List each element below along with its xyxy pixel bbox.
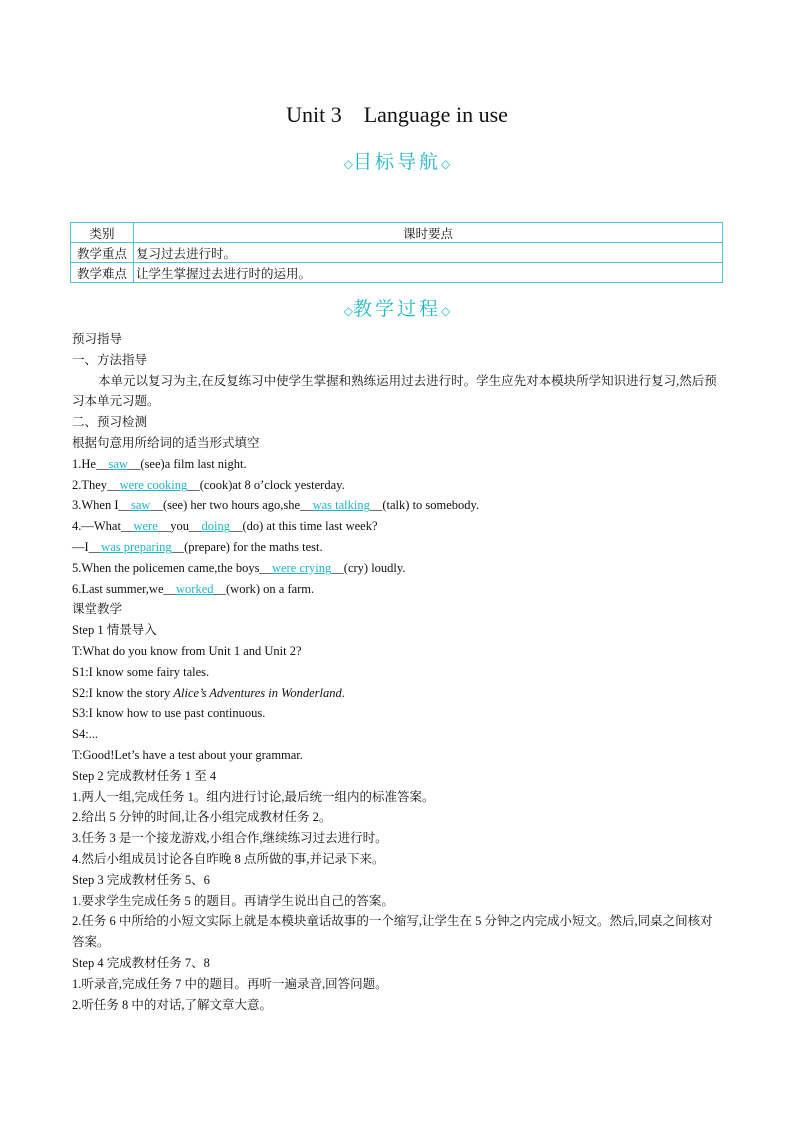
list-item: 1.两人一组,完成任务 1。组内进行讨论,最后统一组内的标准答案。 bbox=[72, 789, 435, 804]
exercise-item-1 bbox=[72, 454, 722, 475]
step-2-heading: Step 2 完成教材任务 1 至 4 bbox=[72, 768, 217, 783]
answer-text: saw bbox=[131, 498, 151, 513]
list-item: 2.听任务 8 中的对话,了解文章大意。 bbox=[72, 997, 273, 1012]
table-header-category: 类别 bbox=[71, 223, 134, 243]
question-text: __(prepare) for the maths test. bbox=[171, 539, 323, 554]
exercise-item-2 bbox=[72, 475, 722, 496]
question-text: 4.—What__ bbox=[72, 519, 134, 534]
question-text: __(do) at this time last week? bbox=[229, 519, 378, 534]
method-heading: 一、方法指导 bbox=[72, 352, 148, 367]
exercise-item-6 bbox=[72, 579, 722, 600]
answer-text: were crying bbox=[271, 560, 332, 575]
dialogue-line: T:Good!Let’s have a test about your grammar. bbox=[72, 747, 303, 762]
dialogue-line: S3:I know how to use past continuous. bbox=[72, 706, 266, 721]
dialogue-line: S4:... bbox=[72, 727, 99, 742]
classroom-heading: 课堂教学 bbox=[72, 602, 123, 617]
answer-text: was preparing bbox=[101, 539, 172, 554]
table-cell-category: 教学重点 bbox=[71, 243, 134, 263]
question-text: __(work) on a farm. bbox=[213, 581, 315, 596]
table-header-row bbox=[71, 223, 723, 243]
exercise-item-3 bbox=[72, 495, 722, 516]
diamond-icon: ◇ bbox=[343, 157, 353, 171]
diamond-icon: ◇ bbox=[343, 304, 353, 318]
question-text: __you__ bbox=[157, 519, 202, 534]
check-heading: 二、预习检测 bbox=[72, 415, 148, 430]
keypoints-table bbox=[70, 222, 723, 283]
question-text: —I__ bbox=[72, 539, 102, 554]
question-text: __(cry) loudly. bbox=[331, 560, 406, 575]
list-item: 3.任务 3 是一个接龙游戏,小组合作,继续练习过去进行时。 bbox=[72, 831, 388, 846]
table-cell-content: 复习过去进行时。 bbox=[134, 243, 723, 263]
list-item: 4.然后小组成员讨论各自昨晚 8 点所做的事,并记录下来。 bbox=[72, 851, 385, 866]
answer-text: were bbox=[133, 519, 158, 534]
list-item: 1.听录音,完成任务 7 中的题目。再听一遍录音,回答问题。 bbox=[72, 976, 388, 991]
question-text: __(see)a film last night. bbox=[127, 456, 247, 471]
answer-text: saw bbox=[108, 456, 128, 471]
dialogue-line bbox=[72, 683, 722, 704]
question-text: 6.Last summer,we__ bbox=[72, 581, 176, 596]
question-text: __(see) her two hours ago,she__ bbox=[150, 498, 313, 513]
section-banner-goals bbox=[0, 147, 794, 174]
section-banner-process bbox=[0, 294, 794, 321]
step-4-heading: Step 4 完成教材任务 7、8 bbox=[72, 955, 210, 970]
list-item: 2.给出 5 分钟的时间,让各小组完成教材任务 2。 bbox=[72, 810, 332, 825]
table-row bbox=[71, 243, 723, 263]
question-text: 2.They__ bbox=[72, 477, 120, 492]
answer-text: was talking bbox=[312, 498, 370, 513]
answer-text: doing bbox=[201, 519, 230, 534]
question-text: 1.He__ bbox=[72, 456, 109, 471]
document-body bbox=[72, 329, 722, 1015]
question-text: 5.When the policemen came,the boys__ bbox=[72, 560, 272, 575]
page-title bbox=[0, 102, 794, 128]
topic-label: Language in use bbox=[363, 102, 508, 127]
diamond-icon: ◇ bbox=[441, 304, 451, 318]
banner-process-text: 教学过程 bbox=[352, 298, 441, 320]
table-cell-category: 教学难点 bbox=[71, 263, 134, 283]
unit-label: Unit 3 bbox=[286, 102, 342, 127]
dialogue-text: . bbox=[341, 685, 345, 700]
question-text: 3.When I__ bbox=[72, 498, 132, 513]
exercise-item-5 bbox=[72, 558, 722, 579]
preview-heading: 预习指导 bbox=[72, 332, 123, 346]
answer-text: were cooking bbox=[119, 477, 188, 492]
question-text: __(cook)at 8 o’clock yesterday. bbox=[187, 477, 345, 492]
exercise-item-4 bbox=[72, 516, 722, 537]
table-cell-content: 让学生掌握过去进行时的运用。 bbox=[134, 263, 723, 283]
method-text: 本单元以复习为主,在反复练习中使学生掌握和熟练运用过去进行时。学生应先对本模块所学知识进行复习,然后预习本单元习题。 bbox=[72, 373, 717, 409]
exercise-instruction: 根据句意用所给词的适当形式填空 bbox=[72, 435, 260, 450]
dialogue-text: S2:I know the story bbox=[72, 685, 174, 700]
answer-text: worked bbox=[176, 581, 214, 596]
banner-goals-text: 目标导航 bbox=[352, 151, 441, 173]
list-item: 1.要求学生完成任务 5 的题目。再请学生说出自己的答案。 bbox=[72, 893, 394, 908]
exercise-item-4b bbox=[72, 537, 722, 558]
table-header-points: 课时要点 bbox=[134, 223, 723, 243]
step-1-heading: Step 1 情景导入 bbox=[72, 623, 157, 638]
dialogue-line: T:What do you know from Unit 1 and Unit 2? bbox=[72, 643, 302, 658]
step-3-heading: Step 3 完成教材任务 5、6 bbox=[72, 872, 210, 887]
book-title: Alice’s Adventures in Wonderland bbox=[173, 685, 342, 700]
list-item: 2.任务 6 中所给的小短文实际上就是本模块童话故事的一个缩写,让学生在 5 分钟之内完成小短文。然后,同桌之间核对答案。 bbox=[72, 914, 713, 950]
question-text: __(talk) to somebody. bbox=[369, 498, 480, 513]
table-row bbox=[71, 263, 723, 283]
dialogue-line: S1:I know some fairy tales. bbox=[72, 664, 210, 679]
diamond-icon: ◇ bbox=[441, 157, 451, 171]
